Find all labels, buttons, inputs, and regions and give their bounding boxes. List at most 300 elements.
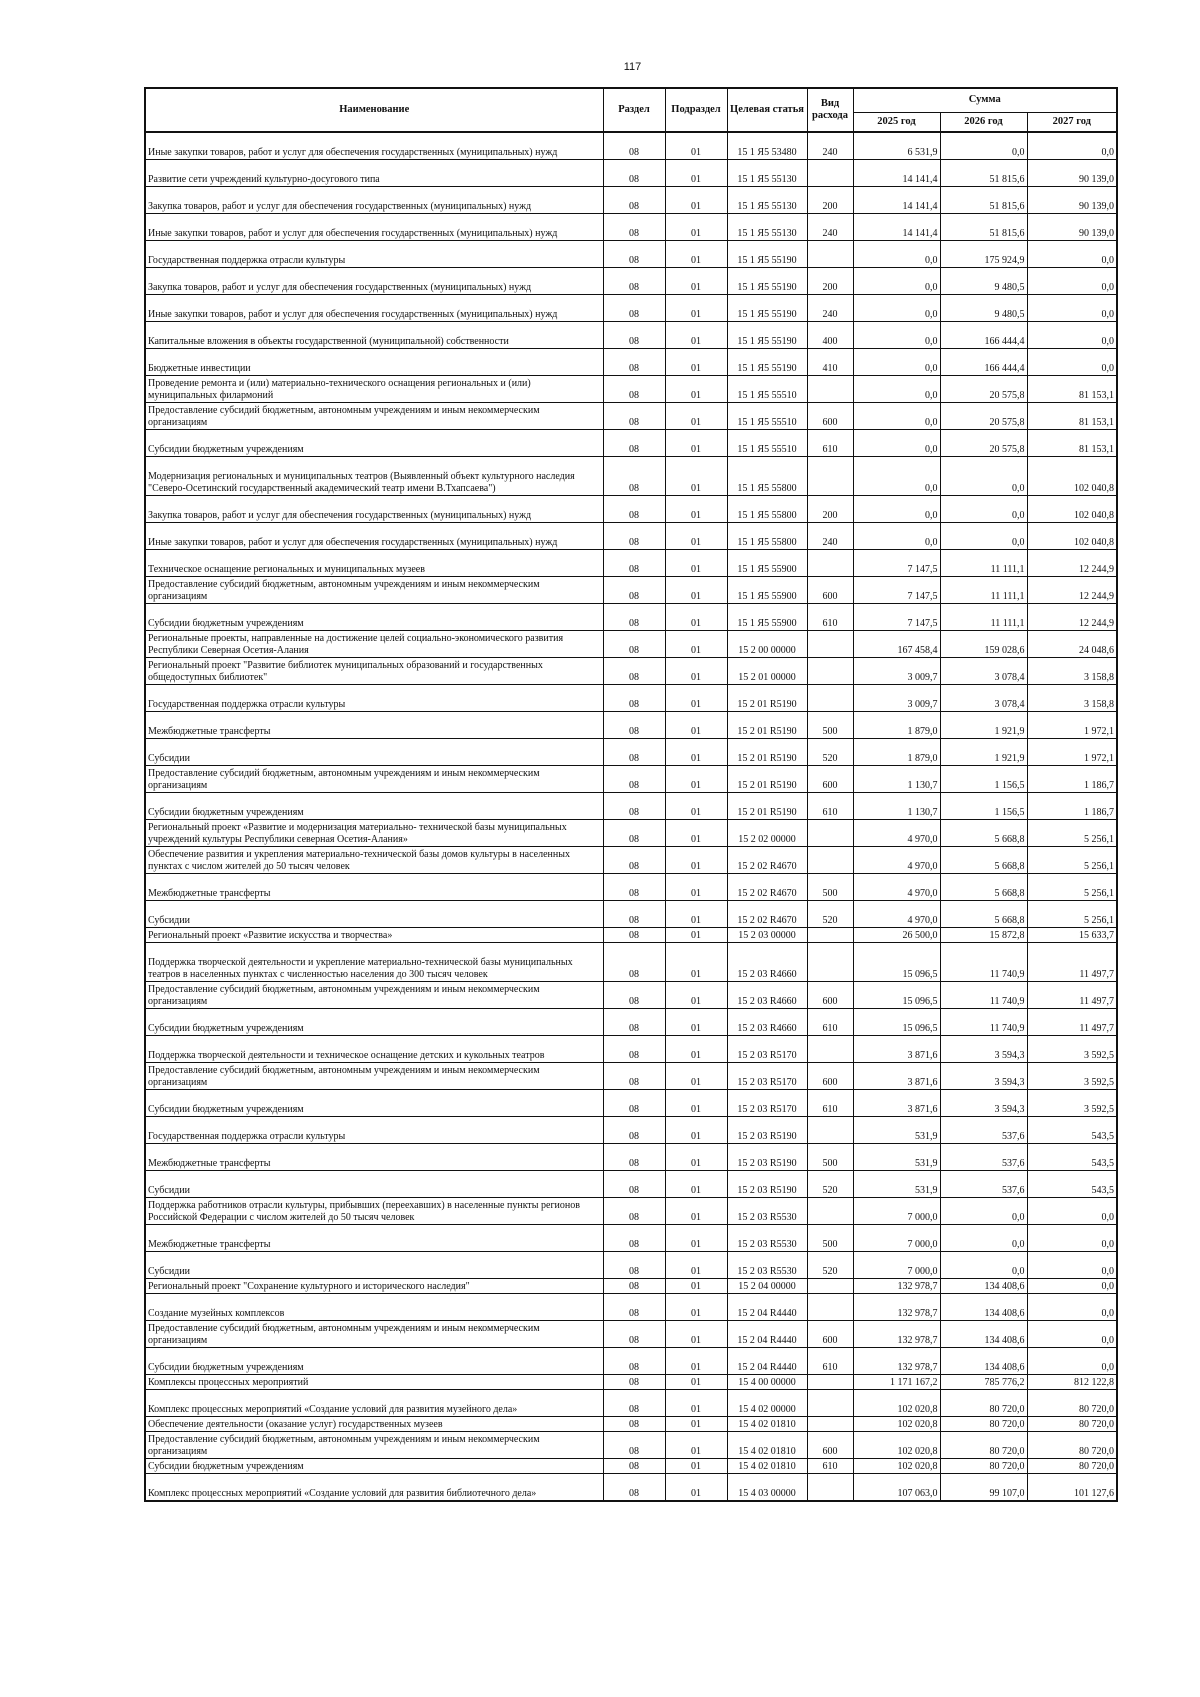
row-sum-2025: 4 970,0 (853, 847, 940, 874)
header-year-2025: 2025 год (853, 112, 940, 132)
row-name: Региональный проект "Развитие библиотек муниципальных образований и государственных общедоступных библиотек" (145, 658, 603, 685)
row-target-article: 15 1 Я5 55800 (727, 496, 807, 523)
table-row (145, 457, 1117, 496)
row-sum-2026: 0,0 (940, 496, 1027, 523)
row-sum-2025: 3 871,6 (853, 1090, 940, 1117)
row-sum-2025: 3 009,7 (853, 685, 940, 712)
row-sum-2027: 11 497,7 (1027, 1009, 1117, 1036)
row-sum-2025: 15 096,5 (853, 1009, 940, 1036)
row-sum-2025: 0,0 (853, 268, 940, 295)
row-expense-type: 520 (807, 1252, 853, 1279)
row-sum-2026: 80 720,0 (940, 1417, 1027, 1432)
table-row (145, 1474, 1117, 1502)
table-row (145, 1417, 1117, 1432)
table-row (145, 1252, 1117, 1279)
row-name: Субсидии бюджетным учреждениям (145, 430, 603, 457)
row-name: Субсидии (145, 739, 603, 766)
row-section: 08 (603, 1375, 665, 1390)
table-row (145, 631, 1117, 658)
row-sum-2027: 102 040,8 (1027, 523, 1117, 550)
row-sum-2026: 20 575,8 (940, 403, 1027, 430)
row-subsection: 01 (665, 430, 727, 457)
table-row (145, 1036, 1117, 1063)
row-name: Региональный проект "Сохранение культурного и исторического наследия" (145, 1279, 603, 1294)
row-subsection: 01 (665, 1144, 727, 1171)
row-sum-2026: 15 872,8 (940, 928, 1027, 943)
row-subsection: 01 (665, 1171, 727, 1198)
row-subsection: 01 (665, 295, 727, 322)
row-sum-2027: 1 186,7 (1027, 766, 1117, 793)
row-sum-2027: 543,5 (1027, 1171, 1117, 1198)
row-subsection: 01 (665, 496, 727, 523)
row-target-article: 15 2 03 00000 (727, 928, 807, 943)
row-section: 08 (603, 1459, 665, 1474)
row-sum-2026: 1 921,9 (940, 712, 1027, 739)
row-subsection: 01 (665, 820, 727, 847)
row-sum-2026: 3 078,4 (940, 658, 1027, 685)
row-sum-2025: 7 000,0 (853, 1225, 940, 1252)
row-expense-type: 610 (807, 430, 853, 457)
row-expense-type (807, 1390, 853, 1417)
table-row (145, 187, 1117, 214)
row-sum-2025: 26 500,0 (853, 928, 940, 943)
row-target-article: 15 4 00 00000 (727, 1375, 807, 1390)
row-target-article: 15 4 02 01810 (727, 1417, 807, 1432)
row-sum-2027: 12 244,9 (1027, 550, 1117, 577)
row-expense-type: 200 (807, 496, 853, 523)
row-expense-type: 600 (807, 1432, 853, 1459)
row-section: 08 (603, 1417, 665, 1432)
row-subsection: 01 (665, 349, 727, 376)
row-target-article: 15 2 03 R5190 (727, 1144, 807, 1171)
row-target-article: 15 2 03 R5170 (727, 1063, 807, 1090)
row-sum-2027: 102 040,8 (1027, 457, 1117, 496)
page-number: 117 (623, 61, 642, 73)
row-name: Предоставление субсидий бюджетным, автономным учреждениям и иным некоммерческим организациям (145, 982, 603, 1009)
row-sum-2025: 7 147,5 (853, 577, 940, 604)
row-expense-type (807, 943, 853, 982)
row-sum-2026: 11 111,1 (940, 577, 1027, 604)
row-sum-2025: 1 879,0 (853, 712, 940, 739)
table-row (145, 1432, 1117, 1459)
row-section: 08 (603, 1348, 665, 1375)
table-row (145, 376, 1117, 403)
row-expense-type: 410 (807, 349, 853, 376)
row-expense-type (807, 820, 853, 847)
row-sum-2027: 15 633,7 (1027, 928, 1117, 943)
row-expense-type (807, 1036, 853, 1063)
row-name: Субсидии (145, 901, 603, 928)
row-sum-2027: 80 720,0 (1027, 1390, 1117, 1417)
table-row (145, 928, 1117, 943)
table-row (145, 739, 1117, 766)
row-target-article: 15 1 Я5 55130 (727, 160, 807, 187)
table-row (145, 1090, 1117, 1117)
row-target-article: 15 1 Я5 55800 (727, 523, 807, 550)
table-row (145, 349, 1117, 376)
table-row (145, 1390, 1117, 1417)
row-section: 08 (603, 1198, 665, 1225)
table-body (145, 132, 1117, 1501)
row-name: Обеспечение деятельности (оказание услуг) государственных музеев (145, 1417, 603, 1432)
row-subsection: 01 (665, 793, 727, 820)
row-sum-2026: 175 924,9 (940, 241, 1027, 268)
table-row (145, 847, 1117, 874)
row-sum-2025: 132 978,7 (853, 1321, 940, 1348)
row-sum-2025: 3 009,7 (853, 658, 940, 685)
row-name: Поддержка работников отрасли культуры, прибывших (переехавших) в населенные пункты регионов Российской Федерации с числом жителей до 50 тысяч человек (145, 1198, 603, 1225)
row-section: 08 (603, 1390, 665, 1417)
row-section: 08 (603, 739, 665, 766)
row-sum-2027: 0,0 (1027, 1348, 1117, 1375)
row-expense-type (807, 1198, 853, 1225)
row-expense-type (807, 1294, 853, 1321)
row-sum-2027: 80 720,0 (1027, 1417, 1117, 1432)
row-section: 08 (603, 1117, 665, 1144)
row-sum-2026: 159 028,6 (940, 631, 1027, 658)
row-sum-2026: 537,6 (940, 1117, 1027, 1144)
header-year-2026: 2026 год (940, 112, 1027, 132)
table-row (145, 943, 1117, 982)
row-subsection: 01 (665, 1432, 727, 1459)
row-target-article: 15 1 Я5 55900 (727, 604, 807, 631)
row-sum-2025: 3 871,6 (853, 1063, 940, 1090)
header-section: Раздел (603, 88, 665, 132)
row-target-article: 15 1 Я5 53480 (727, 132, 807, 160)
row-sum-2026: 51 815,6 (940, 214, 1027, 241)
row-section: 08 (603, 496, 665, 523)
row-subsection: 01 (665, 943, 727, 982)
row-sum-2027: 0,0 (1027, 268, 1117, 295)
row-sum-2026: 0,0 (940, 523, 1027, 550)
row-sum-2025: 531,9 (853, 1117, 940, 1144)
row-sum-2025: 1 130,7 (853, 793, 940, 820)
row-sum-2027: 0,0 (1027, 1252, 1117, 1279)
row-name: Предоставление субсидий бюджетным, автономным учреждениям и иным некоммерческим организациям (145, 403, 603, 430)
row-sum-2025: 0,0 (853, 496, 940, 523)
row-section: 08 (603, 214, 665, 241)
row-sum-2025: 4 970,0 (853, 901, 940, 928)
row-section: 08 (603, 550, 665, 577)
row-section: 08 (603, 1225, 665, 1252)
row-sum-2026: 11 740,9 (940, 943, 1027, 982)
row-expense-type: 600 (807, 982, 853, 1009)
table-row (145, 901, 1117, 928)
row-name: Межбюджетные трансферты (145, 712, 603, 739)
row-name: Межбюджетные трансферты (145, 1225, 603, 1252)
row-expense-type (807, 457, 853, 496)
row-sum-2026: 51 815,6 (940, 187, 1027, 214)
row-section: 08 (603, 457, 665, 496)
table-row (145, 1459, 1117, 1474)
row-section: 08 (603, 874, 665, 901)
row-target-article: 15 2 01 00000 (727, 658, 807, 685)
row-sum-2027: 1 186,7 (1027, 793, 1117, 820)
row-sum-2025: 0,0 (853, 349, 940, 376)
row-section: 08 (603, 943, 665, 982)
row-expense-type: 500 (807, 712, 853, 739)
row-expense-type: 500 (807, 874, 853, 901)
table-row (145, 1321, 1117, 1348)
row-section: 08 (603, 403, 665, 430)
row-section: 08 (603, 901, 665, 928)
row-name: Субсидии (145, 1171, 603, 1198)
row-subsection: 01 (665, 577, 727, 604)
row-target-article: 15 2 01 R5190 (727, 685, 807, 712)
row-sum-2025: 15 096,5 (853, 943, 940, 982)
row-section: 08 (603, 1144, 665, 1171)
row-name: Проведение ремонта и (или) материально-технического оснащения региональных и (или) муниципальных филармоний (145, 376, 603, 403)
row-sum-2025: 14 141,4 (853, 160, 940, 187)
row-sum-2027: 0,0 (1027, 1225, 1117, 1252)
row-sum-2026: 5 668,8 (940, 847, 1027, 874)
row-subsection: 01 (665, 874, 727, 901)
row-target-article: 15 2 00 00000 (727, 631, 807, 658)
table-row (145, 1375, 1117, 1390)
row-name: Субсидии бюджетным учреждениям (145, 1009, 603, 1036)
row-expense-type: 500 (807, 1144, 853, 1171)
row-sum-2026: 537,6 (940, 1144, 1027, 1171)
row-subsection: 01 (665, 1252, 727, 1279)
row-subsection: 01 (665, 1390, 727, 1417)
row-sum-2027: 81 153,1 (1027, 430, 1117, 457)
row-sum-2027: 812 122,8 (1027, 1375, 1117, 1390)
row-name: Создание музейных комплексов (145, 1294, 603, 1321)
table-row (145, 874, 1117, 901)
row-sum-2027: 3 158,8 (1027, 658, 1117, 685)
row-sum-2025: 1 171 167,2 (853, 1375, 940, 1390)
row-target-article: 15 2 02 R4670 (727, 874, 807, 901)
row-expense-type: 610 (807, 1459, 853, 1474)
row-subsection: 01 (665, 739, 727, 766)
row-sum-2025: 15 096,5 (853, 982, 940, 1009)
row-expense-type: 240 (807, 295, 853, 322)
row-expense-type: 600 (807, 403, 853, 430)
row-expense-type (807, 376, 853, 403)
row-expense-type (807, 1279, 853, 1294)
row-expense-type: 240 (807, 214, 853, 241)
table-row (145, 496, 1117, 523)
row-target-article: 15 1 Я5 55190 (727, 322, 807, 349)
row-target-article: 15 1 Я5 55130 (727, 214, 807, 241)
row-name: Закупка товаров, работ и услуг для обеспечения государственных (муниципальных) нужд (145, 187, 603, 214)
row-name: Комплекс процессных мероприятий «Создание условий для развития музейного дела» (145, 1390, 603, 1417)
row-sum-2027: 12 244,9 (1027, 577, 1117, 604)
row-sum-2026: 537,6 (940, 1171, 1027, 1198)
row-section: 08 (603, 132, 665, 160)
row-section: 08 (603, 847, 665, 874)
row-subsection: 01 (665, 1063, 727, 1090)
table-row (145, 1198, 1117, 1225)
row-subsection: 01 (665, 982, 727, 1009)
row-sum-2027: 1 972,1 (1027, 739, 1117, 766)
row-target-article: 15 1 Я5 55900 (727, 550, 807, 577)
row-name: Предоставление субсидий бюджетным, автономным учреждениям и иным некоммерческим организациям (145, 1321, 603, 1348)
row-expense-type: 200 (807, 187, 853, 214)
row-sum-2025: 7 147,5 (853, 604, 940, 631)
row-target-article: 15 2 02 R4670 (727, 847, 807, 874)
row-name: Государственная поддержка отрасли культуры (145, 685, 603, 712)
row-sum-2025: 132 978,7 (853, 1279, 940, 1294)
row-target-article: 15 1 Я5 55190 (727, 241, 807, 268)
row-section: 08 (603, 349, 665, 376)
row-subsection: 01 (665, 1294, 727, 1321)
row-sum-2026: 11 740,9 (940, 982, 1027, 1009)
row-name: Капитальные вложения в объекты государственной (муниципальной) собственности (145, 322, 603, 349)
row-subsection: 01 (665, 766, 727, 793)
row-section: 08 (603, 658, 665, 685)
row-sum-2025: 531,9 (853, 1171, 940, 1198)
row-expense-type (807, 160, 853, 187)
table-row (145, 550, 1117, 577)
row-sum-2025: 4 970,0 (853, 820, 940, 847)
row-subsection: 01 (665, 241, 727, 268)
row-target-article: 15 4 02 00000 (727, 1390, 807, 1417)
table-row (145, 1063, 1117, 1090)
row-sum-2027: 5 256,1 (1027, 847, 1117, 874)
row-section: 08 (603, 685, 665, 712)
row-target-article: 15 2 01 R5190 (727, 712, 807, 739)
row-subsection: 01 (665, 928, 727, 943)
row-subsection: 01 (665, 403, 727, 430)
table-row (145, 322, 1117, 349)
row-subsection: 01 (665, 712, 727, 739)
row-name: Бюджетные инвестиции (145, 349, 603, 376)
table-row (145, 430, 1117, 457)
row-target-article: 15 2 02 R4670 (727, 901, 807, 928)
row-target-article: 15 2 04 R4440 (727, 1294, 807, 1321)
row-target-article: 15 2 03 R5170 (727, 1090, 807, 1117)
table-row (145, 523, 1117, 550)
table-row (145, 685, 1117, 712)
row-sum-2026: 785 776,2 (940, 1375, 1027, 1390)
row-sum-2027: 543,5 (1027, 1117, 1117, 1144)
row-name: Субсидии бюджетным учреждениям (145, 1090, 603, 1117)
row-sum-2027: 0,0 (1027, 241, 1117, 268)
row-subsection: 01 (665, 631, 727, 658)
row-sum-2025: 1 879,0 (853, 739, 940, 766)
row-target-article: 15 2 03 R5170 (727, 1036, 807, 1063)
row-target-article: 15 1 Я5 55190 (727, 295, 807, 322)
row-sum-2025: 102 020,8 (853, 1390, 940, 1417)
row-sum-2027: 3 158,8 (1027, 685, 1117, 712)
row-subsection: 01 (665, 685, 727, 712)
row-sum-2026: 0,0 (940, 132, 1027, 160)
row-target-article: 15 2 04 R4440 (727, 1348, 807, 1375)
row-name: Региональный проект «Развитие искусства и творчества» (145, 928, 603, 943)
row-name: Субсидии бюджетным учреждениям (145, 604, 603, 631)
row-section: 08 (603, 793, 665, 820)
row-sum-2026: 0,0 (940, 1198, 1027, 1225)
row-target-article: 15 1 Я5 55190 (727, 349, 807, 376)
table-row (145, 577, 1117, 604)
row-target-article: 15 1 Я5 55900 (727, 577, 807, 604)
row-sum-2027: 90 139,0 (1027, 187, 1117, 214)
table-row (145, 1225, 1117, 1252)
row-name: Государственная поддержка отрасли культуры (145, 241, 603, 268)
row-name: Техническое оснащение региональных и муниципальных музеев (145, 550, 603, 577)
row-name: Иные закупки товаров, работ и услуг для обеспечения государственных (муниципальных) нужд (145, 523, 603, 550)
row-expense-type: 600 (807, 577, 853, 604)
header-expense-type: Вид расхода (807, 88, 853, 132)
row-sum-2026: 5 668,8 (940, 901, 1027, 928)
row-section: 08 (603, 187, 665, 214)
row-subsection: 01 (665, 1459, 727, 1474)
row-sum-2026: 80 720,0 (940, 1390, 1027, 1417)
row-name: Региональные проекты, направленные на достижение целей социально-экономического развития Республики Северная Осетия-Алания (145, 631, 603, 658)
row-section: 08 (603, 1090, 665, 1117)
row-target-article: 15 2 03 R5530 (727, 1225, 807, 1252)
row-sum-2027: 102 040,8 (1027, 496, 1117, 523)
row-subsection: 01 (665, 1279, 727, 1294)
header-sum: Сумма (853, 88, 1117, 112)
row-subsection: 01 (665, 187, 727, 214)
row-name: Иные закупки товаров, работ и услуг для обеспечения государственных (муниципальных) нужд (145, 214, 603, 241)
row-sum-2026: 11 111,1 (940, 550, 1027, 577)
row-sum-2025: 0,0 (853, 430, 940, 457)
table-row (145, 214, 1117, 241)
row-sum-2026: 134 408,6 (940, 1279, 1027, 1294)
row-target-article: 15 2 03 R4660 (727, 982, 807, 1009)
row-expense-type: 240 (807, 523, 853, 550)
row-name: Субсидии бюджетным учреждениям (145, 1348, 603, 1375)
row-name: Иные закупки товаров, работ и услуг для обеспечения государственных (муниципальных) нужд (145, 295, 603, 322)
row-sum-2027: 0,0 (1027, 1321, 1117, 1348)
row-sum-2027: 1 972,1 (1027, 712, 1117, 739)
row-subsection: 01 (665, 658, 727, 685)
row-expense-type: 600 (807, 1321, 853, 1348)
row-name: Государственная поддержка отрасли культуры (145, 1117, 603, 1144)
row-expense-type: 610 (807, 1348, 853, 1375)
row-sum-2027: 0,0 (1027, 1279, 1117, 1294)
row-section: 08 (603, 631, 665, 658)
row-sum-2026: 99 107,0 (940, 1474, 1027, 1502)
budget-table (144, 87, 1118, 1502)
row-subsection: 01 (665, 132, 727, 160)
row-name: Предоставление субсидий бюджетным, автономным учреждениям и иным некоммерческим организациям (145, 1063, 603, 1090)
row-sum-2027: 0,0 (1027, 295, 1117, 322)
table-row (145, 1009, 1117, 1036)
row-subsection: 01 (665, 1036, 727, 1063)
table-row (145, 1348, 1117, 1375)
row-expense-type (807, 550, 853, 577)
table-row (145, 1171, 1117, 1198)
row-expense-type (807, 1417, 853, 1432)
row-sum-2025: 102 020,8 (853, 1459, 940, 1474)
row-section: 08 (603, 928, 665, 943)
row-target-article: 15 2 04 00000 (727, 1279, 807, 1294)
row-section: 08 (603, 982, 665, 1009)
table-row (145, 1294, 1117, 1321)
row-target-article: 15 4 03 00000 (727, 1474, 807, 1502)
row-sum-2027: 12 244,9 (1027, 604, 1117, 631)
row-name: Комплексы процессных мероприятий (145, 1375, 603, 1390)
row-subsection: 01 (665, 1474, 727, 1502)
row-subsection: 01 (665, 1198, 727, 1225)
row-sum-2026: 9 480,5 (940, 295, 1027, 322)
row-sum-2025: 102 020,8 (853, 1432, 940, 1459)
row-target-article: 15 1 Я5 55190 (727, 268, 807, 295)
row-subsection: 01 (665, 322, 727, 349)
row-name: Закупка товаров, работ и услуг для обеспечения государственных (муниципальных) нужд (145, 496, 603, 523)
row-expense-type: 610 (807, 1090, 853, 1117)
row-expense-type (807, 1474, 853, 1502)
table-row (145, 1117, 1117, 1144)
row-section: 08 (603, 1279, 665, 1294)
row-expense-type (807, 631, 853, 658)
row-sum-2026: 3 594,3 (940, 1090, 1027, 1117)
row-expense-type: 520 (807, 901, 853, 928)
